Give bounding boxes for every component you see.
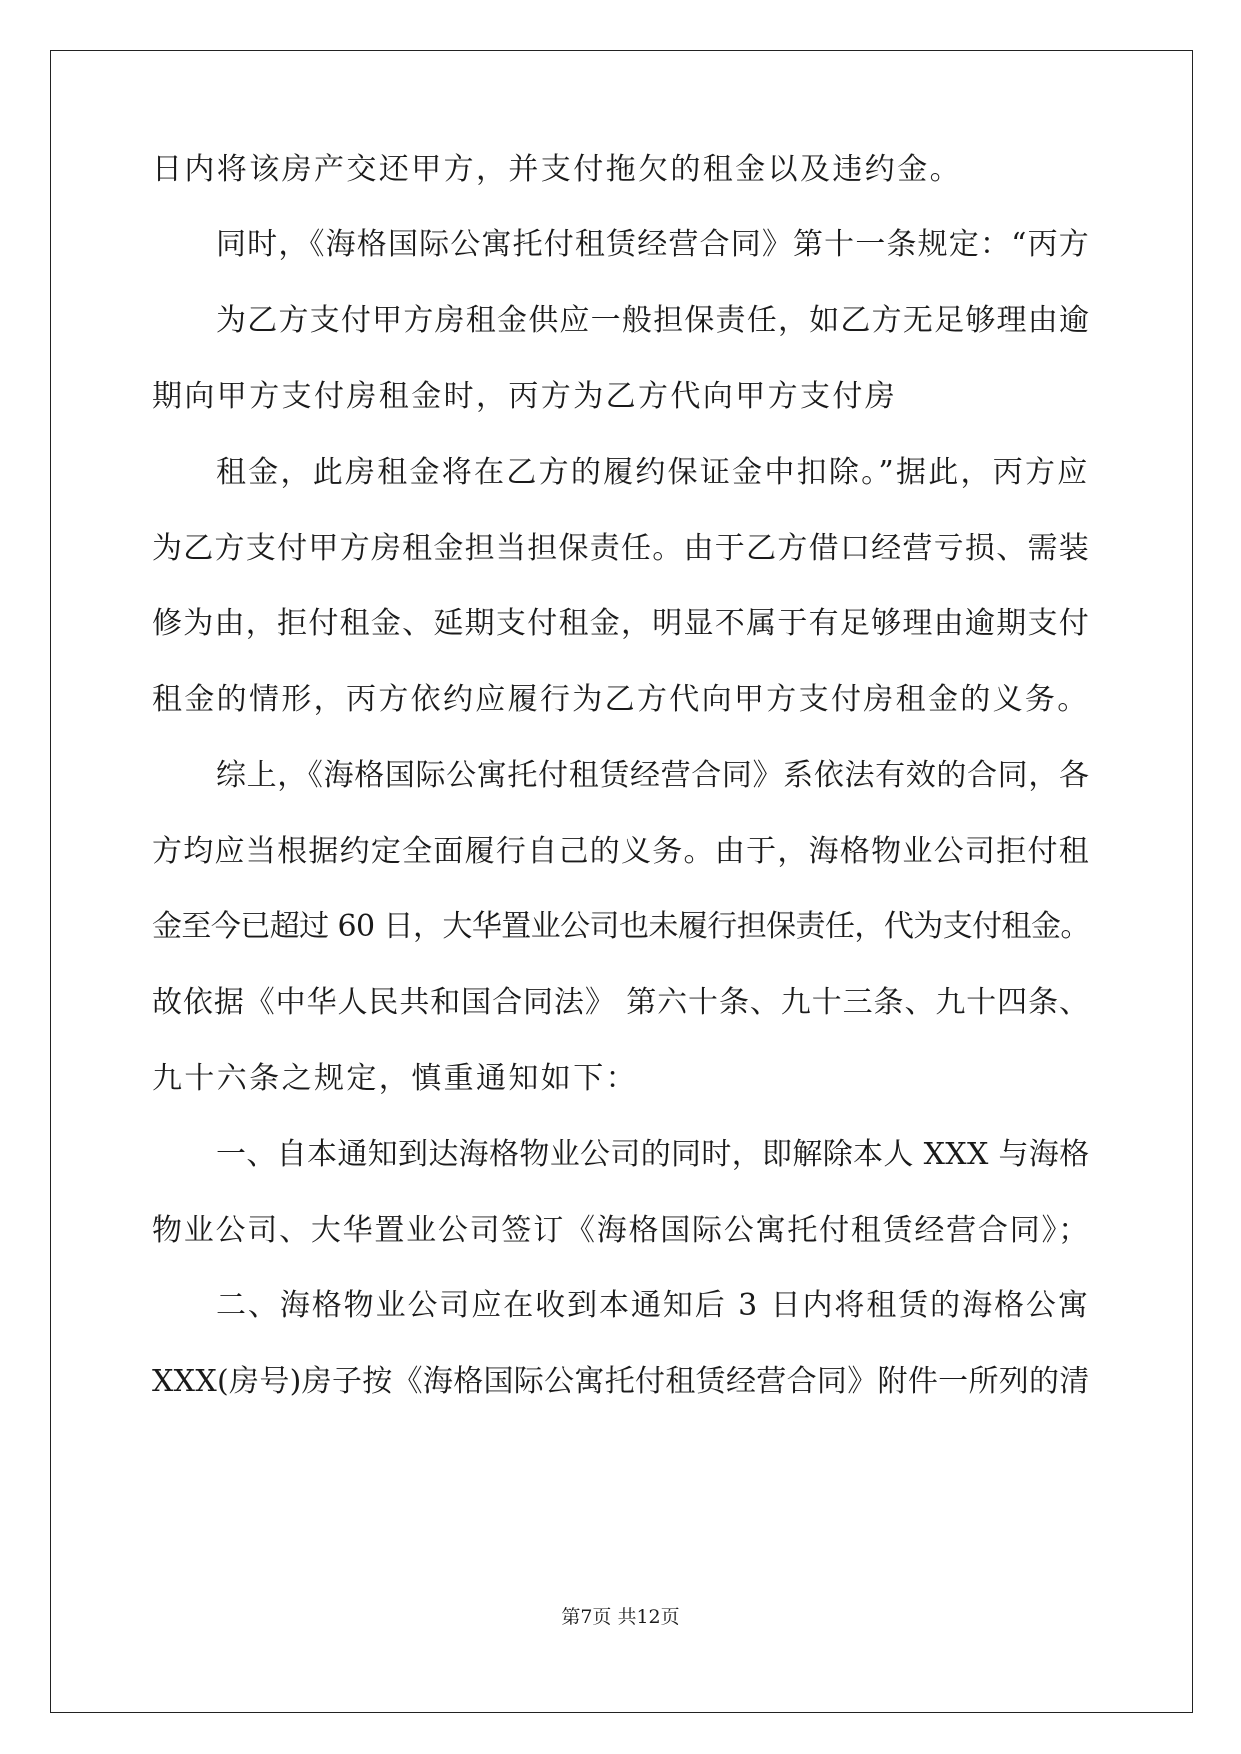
text-line: 期向甲方支付房租金时，丙方为乙方代向甲方支付房	[152, 379, 898, 414]
text-line: 日内将该房产交还甲方，并支付拖欠的租金以及违约金。	[152, 152, 962, 187]
text-line: 综上，《海格国际公寓托付租赁经营合同》系依法有效的合同，各	[216, 758, 1090, 793]
page-border	[50, 50, 1193, 1713]
text-line: 九十六条之规定，慎重通知如下：	[152, 1061, 638, 1096]
text-line: 修为由，拒付租金、延期支付租金，明显不属于有足够理由逾期支付	[152, 606, 1090, 641]
text-line: 物业公司、大华置业公司签订《海格国际公寓托付租赁经营合同》；	[152, 1213, 1090, 1248]
text-line: 方均应当根据约定全面履行自己的义务。由于，海格物业公司拒付租	[152, 834, 1090, 869]
page-number: 第7页 共12页	[561, 1606, 680, 1628]
text-line: 租金的情形，丙方依约应履行为乙方代向甲方支付房租金的义务。	[152, 682, 1090, 717]
text-line: 为乙方支付甲方房租金担当担保责任。由于乙方借口经营亏损、需装	[152, 531, 1090, 566]
text-line: 二、海格物业公司应在收到本通知后 3 日内将租赁的海格公寓	[216, 1288, 1090, 1323]
text-line: 租金，此房租金将在乙方的履约保证金中扣除。”据此，丙方应	[216, 455, 1090, 490]
text-line: 一、自本通知到达海格物业公司的同时，即解除本人 XXX 与海格	[216, 1137, 1090, 1172]
text-line: XXX(房号)房子按《海格国际公寓托付租赁经营合同》附件一所列的清	[152, 1364, 1090, 1399]
text-line: 同时，《海格国际公寓托付租赁经营合同》第十一条规定：“丙方	[216, 227, 1090, 262]
text-line: 金至今已超过 60 日，大华置业公司也未履行担保责任，代为支付租金。	[152, 909, 1090, 944]
text-line: 故依据《中华人民共和国合同法》 第六十条、九十三条、九十四条、	[152, 985, 1090, 1020]
text-line: 为乙方支付甲方房租金供应一般担保责任，如乙方无足够理由逾	[216, 303, 1091, 338]
